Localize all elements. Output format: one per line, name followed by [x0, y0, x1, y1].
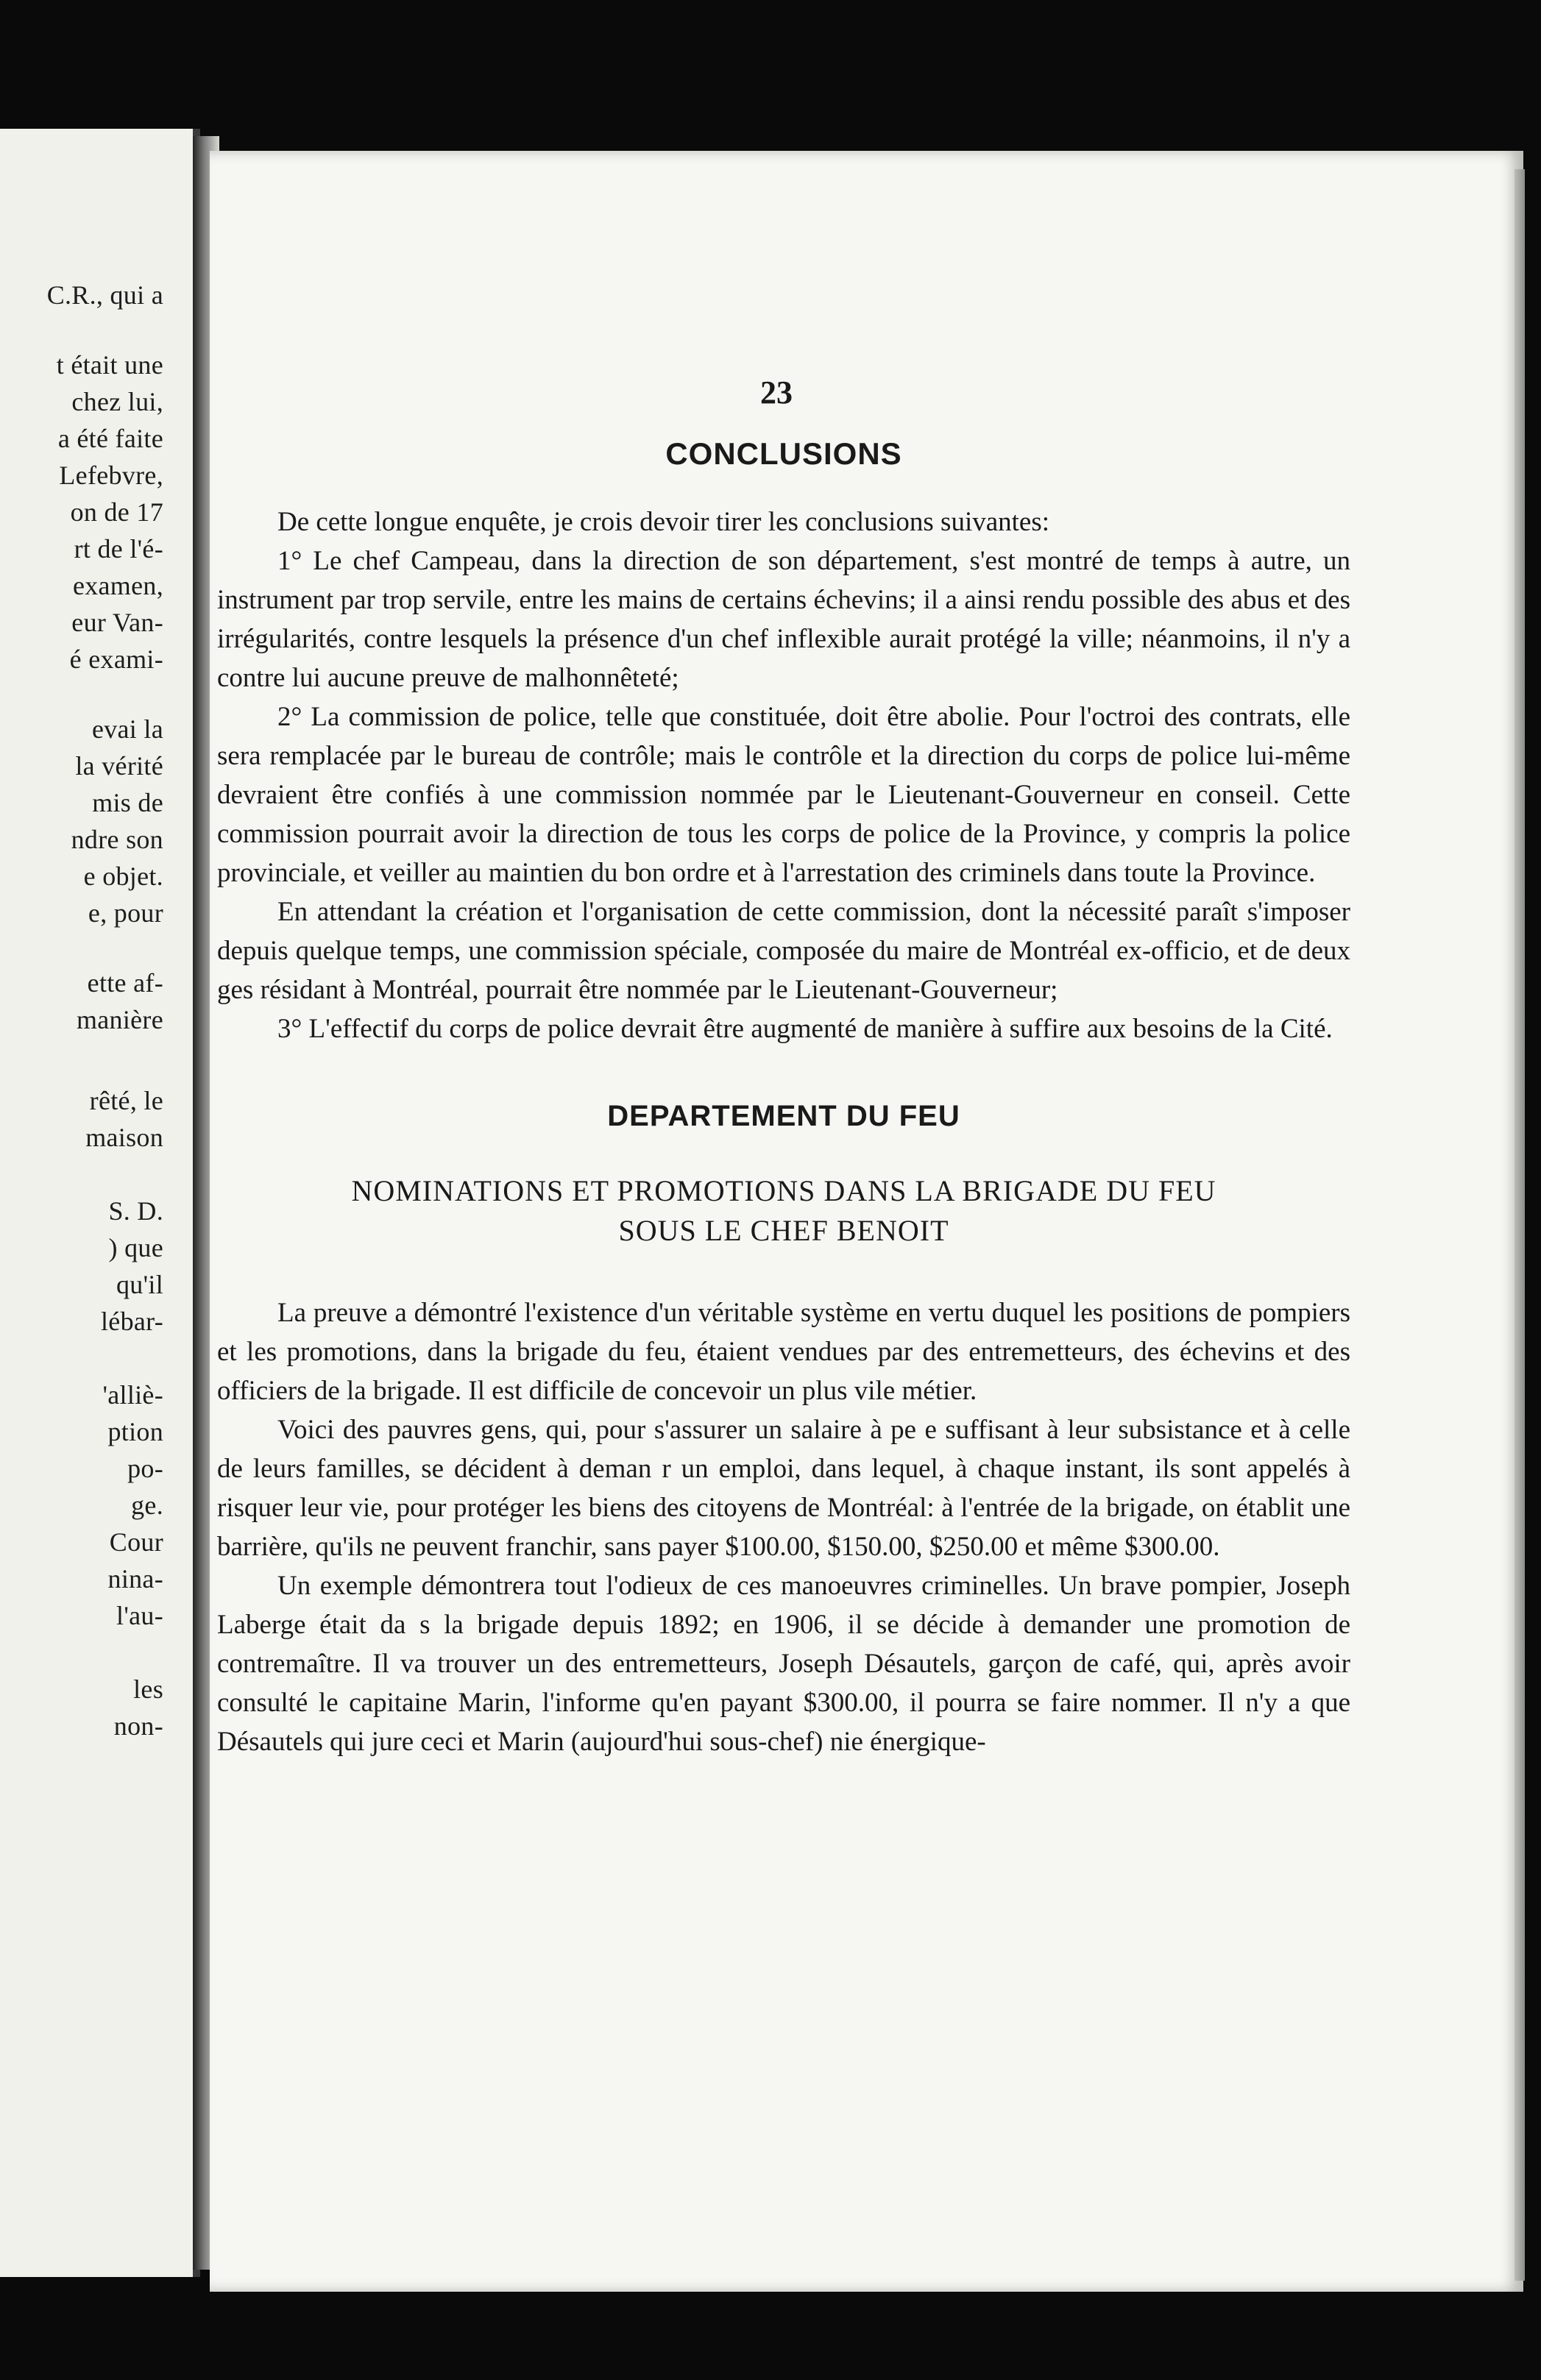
facing-page-line: eur Van-	[71, 608, 163, 637]
facing-page-line: S. D.	[108, 1196, 163, 1226]
facing-page-line: evai la	[91, 714, 163, 744]
facing-page-line: t était une	[56, 350, 163, 380]
section-title-feu: DEPARTEMENT DU FEU	[607, 1100, 960, 1132]
facing-page-line: nina-	[107, 1564, 163, 1594]
facing-page-line: ) que	[108, 1233, 163, 1262]
facing-page-line: ndre son	[71, 825, 163, 854]
section-subtitle	[217, 1171, 1350, 1251]
feu-body	[217, 1293, 1350, 1761]
paragraph: La preuve a démontré l'existence d'un véritable système en vertu duquel les positions de pompiers et les promotions, dans la brigade du feu, étaient vendues par des entremetteurs, des échevins et des officiers de la brigade. Il est difficile de concevoir un plus vile métier.	[217, 1298, 1350, 1406]
facing-page-line: qu'il	[116, 1270, 163, 1299]
page-edge	[1515, 169, 1525, 2281]
facing-page-line: rêté, le	[89, 1086, 163, 1115]
facing-page-line: les	[133, 1674, 163, 1704]
facing-page-line: l'au-	[116, 1601, 163, 1630]
facing-page	[0, 129, 200, 2277]
facing-page-line: é exami-	[69, 644, 163, 674]
paragraph: De cette longue enquête, je crois devoir tirer les conclusions suivantes:	[277, 507, 1050, 537]
facing-page-line: C.R., qui a	[46, 280, 163, 310]
facing-page-line: on de 17	[70, 497, 163, 527]
paragraph: Un exemple démontrera tout l'odieux de ces manoeuvres criminelles. Un brave pompier, Joseph Laberge était da s la brigade depuis 1892; en 1906, il se décide à demander une promotion de contremaître. Il va trouver un des entremetteurs, Joseph Désautels, garçon de café, qui, après avoir consulté le capitaine Marin, l'informe qu'en payant $300.00, il pourra se faire nommer. Il n'y a que Désautels qui jure ceci et Marin (aujourd'hui sous-chef) nie énergique-	[217, 1571, 1350, 1757]
subtitle-line-1: NOMINATIONS ET PROMOTIONS DANS LA BRIGADE DU FEU	[351, 1174, 1216, 1207]
facing-page-line: non-	[113, 1711, 163, 1741]
facing-page-line: ption	[107, 1417, 163, 1446]
paragraph: 2° La commission de police, telle que constituée, doit être abolie. Pour l'octroi des contrats, elle sera remplacée par le bureau de contrôle; mais le contrôle et la direction du corps de police lui-même devraient être confiés à une commission nommée par le Lieutenant-Gouverneur en conseil. Cette commission pourrait avoir la direction de tous les corps de police de la Province, y compris la police provinciale, et veiller au maintien du bon ordre et à l'arrestation des criminels dans toute la Province.	[217, 702, 1350, 888]
facing-page-line: maison	[85, 1123, 163, 1152]
facing-page-line: chez lui,	[71, 387, 163, 416]
subtitle-line-2: SOUS LE CHEF BENOIT	[618, 1214, 949, 1247]
facing-page-line: mis de	[92, 788, 163, 817]
facing-page-line: la vérité	[75, 751, 163, 781]
facing-page-line: ette af-	[87, 968, 163, 998]
paragraph: 1° Le chef Campeau, dans la direction de son département, s'est montré de temps à autre, un instrument par trop servile, entre les mains de certains échevins; il a ainsi rendu possible des abus et des irrégularités, contre lesquels la présence d'un chef inflexible aurait protégé la ville; néanmoins, il n'y a contre lui aucune preuve de malhonnêteté;	[217, 546, 1350, 693]
facing-page-line: ge.	[131, 1491, 163, 1520]
section-title-conclusions: CONCLUSIONS	[665, 436, 902, 471]
facing-page-line: Lefebvre,	[59, 461, 163, 490]
facing-page-line: e objet.	[83, 862, 163, 891]
facing-page-line: rt de l'é-	[74, 534, 163, 564]
facing-page-line: 'alliè-	[102, 1380, 163, 1410]
facing-page-line: manière	[76, 1005, 163, 1034]
facing-page-line: examen,	[72, 571, 163, 600]
paragraph: Voici des pauvres gens, qui, pour s'assurer un salaire à pe e suffisant à leur subsistance et à celle de leurs familles, se décident à deman r un emploi, dans lequel, à chaque instant, ils sont appelés à risquer leur vie, pour protéger les biens des citoyens de Montréal: à l'entrée de la brigade, on établit une barrière, qu'ils ne peuvent franchir, sans payer $100.00, $150.00, $250.00 et même $300.00.	[217, 1415, 1350, 1562]
paragraph: 3° L'effectif du corps de police devrait être augmenté de manière à suffire aux besoins de la Cité.	[277, 1014, 1333, 1044]
facing-page-line: po-	[127, 1454, 163, 1483]
paragraph: En attendant la création et l'organisation de cette commission, dont la nécessité paraît s'imposer depuis quelque temps, une commission spéciale, composée du maire de Montréal ex-officio, et de deux ges résidant à Montréal, pourrait être nommée par le Lieutenant-Gouverneur;	[217, 897, 1350, 1005]
facing-page-line: e, pour	[88, 898, 163, 928]
page-content	[217, 372, 1350, 1761]
facing-page-line: Cour	[109, 1527, 163, 1557]
page-number: 23	[760, 374, 793, 411]
facing-page-line: a été faite	[57, 424, 163, 453]
conclusions-body	[217, 502, 1350, 1048]
facing-page-line: lébar-	[100, 1307, 163, 1336]
